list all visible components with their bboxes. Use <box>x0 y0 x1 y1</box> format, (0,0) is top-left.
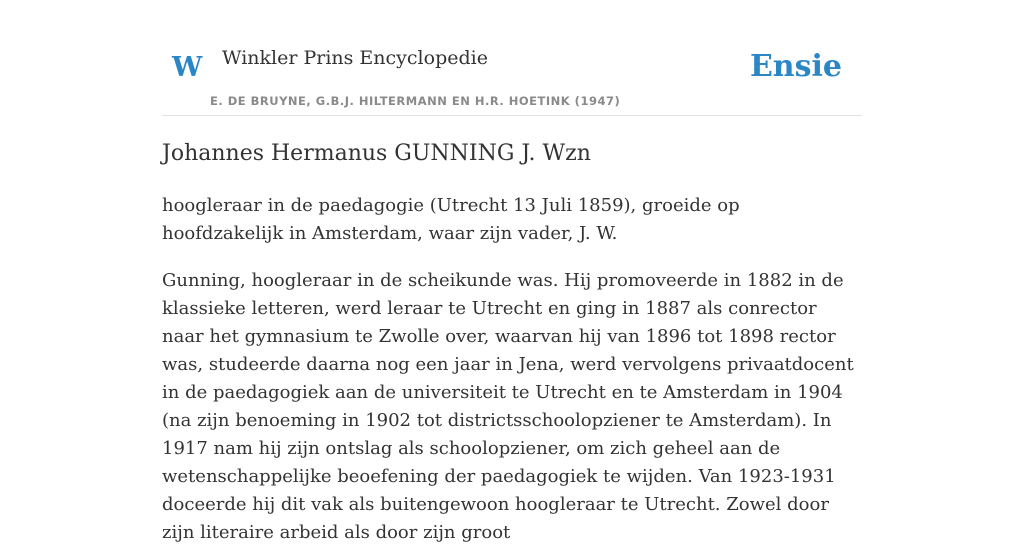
article-paragraph: hoogleraar in de paedagogie (Utrecht 13 Juli 1859), groeide op hoofdzakelijk in Amsterdam, waar zijn vader, J. W. <box>162 195 740 244</box>
article-title: Johannes Hermanus GUNNING J. Wzn <box>162 141 591 166</box>
source-title[interactable]: Winkler Prins Encyclopedie <box>222 47 488 69</box>
source-logo[interactable]: W <box>172 52 203 83</box>
brand-logo[interactable]: Ensie <box>749 49 842 84</box>
header <box>162 40 862 116</box>
source-authors: E. DE BRUYNE, G.B.J. HILTERMANN EN H.R. HOETINK (1947) <box>210 94 621 108</box>
article-paragraph: Gunning, hoogleraar in de scheikunde was. Hij promoveerde in 1882 in de klassieke letteren, werd leraar te Utrecht en ging in 1887 als conrector naar het gymnasium te Zwolle over, waarvan hij van 1896 tot 1898 rector was, studeerde daarna nog een jaar in Jena, werd vervolgens privaatdocent in de paedagogiek aan de universiteit te Utrecht en te Amsterdam in 1904 (na zijn benoeming in 1902 tot districtsschoolopziener te Amsterdam). In 1917 nam hij zijn ontslag als schoolopziener, om zich geheel aan de wetenschappelijke beoefening der paedagogiek te wijden. Van 1923-1931 doceerde hij dit vak als buitengewoon hoogleraar te Utrecht. Zowel door zijn literaire arbeid als door zijn groot <box>162 270 854 543</box>
